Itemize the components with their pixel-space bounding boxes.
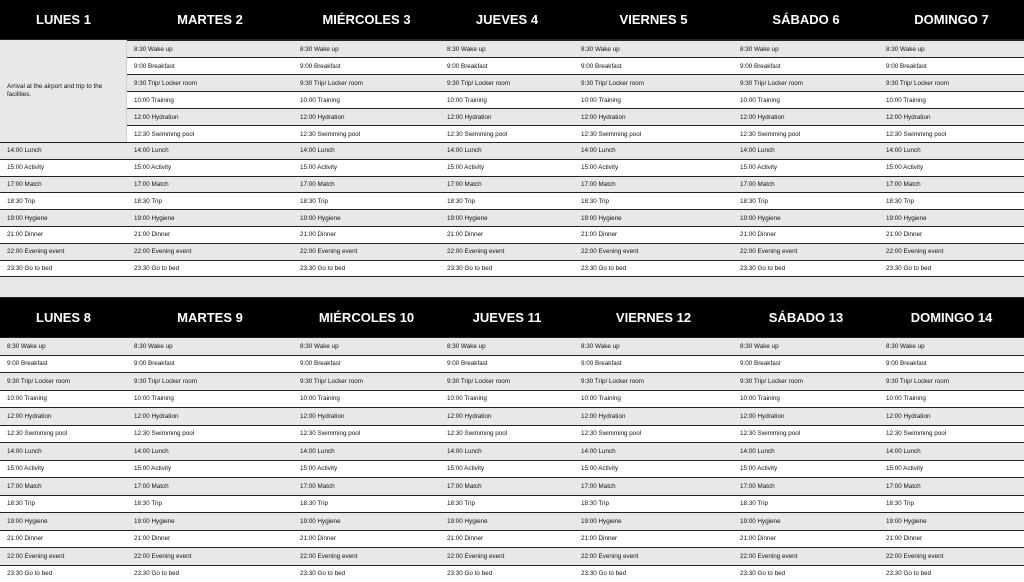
schedule-cell: 14:00 Lunch	[733, 143, 879, 159]
schedule-cell: 10:00 Training	[127, 391, 293, 408]
schedule-cell: 12:30 Swimming pool	[733, 126, 879, 142]
schedule-cell: 21:00 Dinner	[127, 227, 293, 243]
schedule-row	[0, 337, 1024, 355]
schedule-cell: 15:00 Activity	[293, 461, 440, 478]
week-1-morning-block	[0, 39, 1024, 142]
schedule-row	[0, 192, 1024, 209]
schedule-cell: 14:00 Lunch	[127, 443, 293, 460]
schedule-cell: 12:00 Hydration	[440, 109, 574, 125]
schedule-cell: 9:00 Breakfast	[293, 58, 440, 74]
schedule-cell: 19:00 Hygiene	[574, 210, 733, 226]
schedule-cell: 14:00 Lunch	[440, 143, 574, 159]
schedule-row	[0, 176, 1024, 193]
schedule-row	[0, 477, 1024, 495]
schedule-cell: 17:00 Match	[127, 177, 293, 193]
schedule-cell: 23:30 Go to bed	[293, 566, 440, 582]
schedule-cell: 17:00 Match	[733, 177, 879, 193]
schedule-cell: 9:30 Trip/ Locker room	[293, 75, 440, 91]
day-header: MIÉRCOLES 3	[293, 0, 440, 39]
schedule-cell: 10:00 Training	[440, 391, 574, 408]
schedule-cell: 8:30 Wake up	[733, 338, 879, 355]
schedule-cell: 10:00 Training	[293, 391, 440, 408]
schedule-row	[0, 512, 1024, 530]
schedule-cell: 19:00 Hygiene	[293, 210, 440, 226]
schedule-cell: 10:00 Training	[0, 391, 127, 408]
schedule-cell: 23:30 Go to bed	[574, 261, 733, 277]
schedule-cell: 9:30 Trip/ Locker room	[127, 373, 293, 390]
schedule-cell: 12:00 Hydration	[879, 408, 1024, 425]
day-header: VIERNES 5	[574, 0, 733, 39]
schedule-cell: 8:30 Wake up	[440, 41, 574, 57]
schedule-cell: 22:00 Evening event	[127, 244, 293, 260]
day-header: DOMINGO 14	[879, 298, 1024, 337]
schedule-cell: 19:00 Hygiene	[574, 513, 733, 530]
schedule-cell: 22:00 Evening event	[879, 244, 1024, 260]
schedule-cell: 8:30 Wake up	[879, 338, 1024, 355]
schedule-cell: 17:00 Match	[293, 177, 440, 193]
schedule-cell: 12:30 Swimming pool	[574, 126, 733, 142]
schedule-cell: 15:00 Activity	[127, 160, 293, 176]
week-1-afternoon-rows	[0, 142, 1024, 276]
schedule-cell: 17:00 Match	[879, 177, 1024, 193]
schedule-row	[0, 495, 1024, 513]
day-header: JUEVES 4	[440, 0, 574, 39]
schedule-row	[0, 226, 1024, 243]
schedule-cell: 21:00 Dinner	[733, 227, 879, 243]
schedule-cell: 12:00 Hydration	[293, 109, 440, 125]
schedule-cell: 10:00 Training	[574, 391, 733, 408]
schedule-row	[0, 530, 1024, 548]
arrival-note: Arrival at the airport and trip to the facilities.	[0, 40, 127, 142]
schedule-cell: 21:00 Dinner	[0, 531, 127, 548]
schedule-cell: 12:00 Hydration	[733, 408, 879, 425]
schedule-cell: 17:00 Match	[440, 177, 574, 193]
schedule-cell: 23:30 Go to bed	[0, 566, 127, 582]
schedule-cell: 12:00 Hydration	[879, 109, 1024, 125]
schedule-cell: 17:00 Match	[440, 478, 574, 495]
schedule-cell: 9:30 Trip/ Locker room	[574, 75, 733, 91]
schedule-row	[127, 125, 1024, 142]
schedule-cell: 12:30 Swimming pool	[127, 126, 293, 142]
schedule-cell: 12:30 Swimming pool	[0, 426, 127, 443]
week-1-header	[0, 0, 1024, 39]
schedule-cell: 18:30 Trip	[879, 193, 1024, 209]
schedule-cell: 15:00 Activity	[733, 461, 879, 478]
schedule-cell: 22:00 Evening event	[574, 244, 733, 260]
schedule-row	[127, 57, 1024, 74]
schedule-cell: 9:30 Trip/ Locker room	[733, 373, 879, 390]
week-1-morning-rows	[127, 40, 1024, 142]
schedule-row	[0, 390, 1024, 408]
schedule-cell: 10:00 Training	[440, 92, 574, 108]
schedule-row	[0, 142, 1024, 159]
schedule-cell: 18:30 Trip	[127, 193, 293, 209]
schedule-cell: 14:00 Lunch	[440, 443, 574, 460]
day-header: SÁBADO 13	[733, 298, 879, 337]
schedule-cell: 15:00 Activity	[0, 160, 127, 176]
schedule-cell: 8:30 Wake up	[127, 41, 293, 57]
schedule-cell: 9:30 Trip/ Locker room	[574, 373, 733, 390]
schedule-cell: 21:00 Dinner	[733, 531, 879, 548]
schedule-cell: 12:30 Swimming pool	[440, 426, 574, 443]
schedule-cell: 19:00 Hygiene	[733, 513, 879, 530]
schedule-cell: 10:00 Training	[879, 92, 1024, 108]
schedule-cell: 14:00 Lunch	[0, 143, 127, 159]
week-2-table	[0, 298, 1024, 582]
schedule-cell: 9:00 Breakfast	[879, 356, 1024, 373]
schedule-cell: 17:00 Match	[0, 478, 127, 495]
schedule-cell: 23:30 Go to bed	[0, 261, 127, 277]
schedule-row	[127, 40, 1024, 57]
schedule-cell: 18:30 Trip	[293, 496, 440, 513]
schedule-cell: 19:00 Hygiene	[0, 513, 127, 530]
schedule-cell: 9:00 Breakfast	[879, 58, 1024, 74]
schedule-cell: 21:00 Dinner	[293, 227, 440, 243]
schedule-cell: 15:00 Activity	[879, 461, 1024, 478]
schedule-cell: 9:00 Breakfast	[733, 58, 879, 74]
schedule-row	[0, 565, 1024, 582]
week-2-rows	[0, 337, 1024, 582]
schedule-cell: 19:00 Hygiene	[879, 210, 1024, 226]
schedule-cell: 18:30 Trip	[293, 193, 440, 209]
schedule-row	[127, 91, 1024, 108]
schedule-cell: 17:00 Match	[574, 478, 733, 495]
schedule-cell: 12:00 Hydration	[0, 408, 127, 425]
schedule-cell: 12:30 Swimming pool	[293, 126, 440, 142]
week-spacer	[0, 276, 1024, 298]
schedule-row	[0, 425, 1024, 443]
schedule-cell: 18:30 Trip	[574, 193, 733, 209]
schedule-row	[0, 260, 1024, 277]
schedule-cell: 18:30 Trip	[440, 496, 574, 513]
schedule-cell: 12:00 Hydration	[574, 408, 733, 425]
schedule-cell: 23:30 Go to bed	[879, 261, 1024, 277]
schedule-cell: 21:00 Dinner	[440, 531, 574, 548]
schedule-cell: 14:00 Lunch	[293, 443, 440, 460]
schedule-cell: 17:00 Match	[0, 177, 127, 193]
schedule-cell: 22:00 Evening event	[879, 548, 1024, 565]
day-header: LUNES 1	[0, 0, 127, 39]
schedule-row	[0, 159, 1024, 176]
schedule-cell: 12:30 Swimming pool	[440, 126, 574, 142]
schedule-cell: 22:00 Evening event	[0, 244, 127, 260]
day-header: JUEVES 11	[440, 298, 574, 337]
schedule-cell: 9:30 Trip/ Locker room	[879, 75, 1024, 91]
schedule-cell: 10:00 Training	[127, 92, 293, 108]
schedule-cell: 21:00 Dinner	[293, 531, 440, 548]
schedule-cell: 10:00 Training	[733, 92, 879, 108]
schedule-cell: 9:00 Breakfast	[293, 356, 440, 373]
schedule-cell: 21:00 Dinner	[879, 227, 1024, 243]
schedule-cell: 23:30 Go to bed	[440, 261, 574, 277]
schedule-cell: 8:30 Wake up	[127, 338, 293, 355]
schedule-cell: 10:00 Training	[293, 92, 440, 108]
schedule-cell: 19:00 Hygiene	[879, 513, 1024, 530]
schedule-cell: 21:00 Dinner	[574, 227, 733, 243]
schedule-cell: 22:00 Evening event	[440, 548, 574, 565]
schedule-cell: 9:30 Trip/ Locker room	[879, 373, 1024, 390]
day-header: DOMINGO 7	[879, 0, 1024, 39]
schedule-cell: 23:30 Go to bed	[127, 261, 293, 277]
schedule-cell: 8:30 Wake up	[574, 41, 733, 57]
schedule-cell: 12:00 Hydration	[574, 109, 733, 125]
schedule-cell: 19:00 Hygiene	[127, 210, 293, 226]
schedule-cell: 14:00 Lunch	[574, 143, 733, 159]
day-header: LUNES 8	[0, 298, 127, 337]
schedule-cell: 19:00 Hygiene	[293, 513, 440, 530]
schedule-row	[0, 407, 1024, 425]
schedule-cell: 23:30 Go to bed	[733, 566, 879, 582]
schedule-cell: 18:30 Trip	[733, 193, 879, 209]
schedule-cell: 23:30 Go to bed	[574, 566, 733, 582]
schedule-cell: 19:00 Hygiene	[733, 210, 879, 226]
schedule-cell: 15:00 Activity	[733, 160, 879, 176]
schedule-cell: 18:30 Trip	[440, 193, 574, 209]
schedule-cell: 22:00 Evening event	[733, 244, 879, 260]
schedule-cell: 21:00 Dinner	[127, 531, 293, 548]
schedule-cell: 17:00 Match	[127, 478, 293, 495]
schedule-cell: 22:00 Evening event	[0, 548, 127, 565]
day-header: MARTES 9	[127, 298, 293, 337]
schedule-cell: 22:00 Evening event	[574, 548, 733, 565]
schedule-cell: 9:00 Breakfast	[574, 58, 733, 74]
schedule-cell: 9:00 Breakfast	[0, 356, 127, 373]
schedule-cell: 8:30 Wake up	[440, 338, 574, 355]
schedule-cell: 19:00 Hygiene	[127, 513, 293, 530]
schedule-cell: 15:00 Activity	[574, 461, 733, 478]
schedule-cell: 8:30 Wake up	[0, 338, 127, 355]
day-header: MIÉRCOLES 10	[293, 298, 440, 337]
schedule-cell: 15:00 Activity	[127, 461, 293, 478]
schedule-cell: 10:00 Training	[733, 391, 879, 408]
schedule-cell: 10:00 Training	[574, 92, 733, 108]
schedule-cell: 12:00 Hydration	[127, 408, 293, 425]
schedule-cell: 18:30 Trip	[733, 496, 879, 513]
schedule-cell: 18:30 Trip	[127, 496, 293, 513]
schedule-row	[0, 243, 1024, 260]
schedule-cell: 15:00 Activity	[879, 160, 1024, 176]
day-header: MARTES 2	[127, 0, 293, 39]
schedule-cell: 14:00 Lunch	[574, 443, 733, 460]
schedule-cell: 23:30 Go to bed	[127, 566, 293, 582]
schedule-row	[0, 355, 1024, 373]
schedule-cell: 12:30 Swimming pool	[733, 426, 879, 443]
schedule-cell: 8:30 Wake up	[293, 41, 440, 57]
schedule-cell: 22:00 Evening event	[127, 548, 293, 565]
schedule-cell: 22:00 Evening event	[293, 548, 440, 565]
schedule-cell: 12:00 Hydration	[127, 109, 293, 125]
week-2-header	[0, 298, 1024, 337]
schedule-cell: 9:30 Trip/ Locker room	[440, 373, 574, 390]
schedule-cell: 12:00 Hydration	[293, 408, 440, 425]
schedule-cell: 15:00 Activity	[440, 461, 574, 478]
schedule-cell: 17:00 Match	[574, 177, 733, 193]
schedule-row	[0, 442, 1024, 460]
schedule-cell: 21:00 Dinner	[574, 531, 733, 548]
schedule-cell: 17:00 Match	[733, 478, 879, 495]
schedule-cell: 14:00 Lunch	[879, 143, 1024, 159]
schedule-cell: 14:00 Lunch	[733, 443, 879, 460]
schedule-cell: 8:30 Wake up	[879, 41, 1024, 57]
schedule-row	[0, 547, 1024, 565]
day-header: VIERNES 12	[574, 298, 733, 337]
schedule-cell: 18:30 Trip	[0, 496, 127, 513]
schedule-row	[127, 108, 1024, 125]
schedule-cell: 15:00 Activity	[293, 160, 440, 176]
schedule-cell: 12:30 Swimming pool	[127, 426, 293, 443]
schedule-cell: 9:00 Breakfast	[440, 356, 574, 373]
schedule-cell: 18:30 Trip	[574, 496, 733, 513]
schedule-cell: 9:30 Trip/ Locker room	[440, 75, 574, 91]
schedule-cell: 23:30 Go to bed	[293, 261, 440, 277]
schedule-cell: 9:30 Trip/ Locker room	[733, 75, 879, 91]
schedule-cell: 8:30 Wake up	[293, 338, 440, 355]
schedule-cell: 15:00 Activity	[0, 461, 127, 478]
schedule-cell: 9:00 Breakfast	[733, 356, 879, 373]
schedule-cell: 10:00 Training	[879, 391, 1024, 408]
schedule-cell: 23:30 Go to bed	[879, 566, 1024, 582]
schedule-cell: 15:00 Activity	[440, 160, 574, 176]
schedule-cell: 14:00 Lunch	[293, 143, 440, 159]
schedule-cell: 8:30 Wake up	[574, 338, 733, 355]
schedule-cell: 12:30 Swimming pool	[879, 126, 1024, 142]
schedule-cell: 19:00 Hygiene	[440, 513, 574, 530]
schedule-cell: 17:00 Match	[293, 478, 440, 495]
schedule-cell: 23:30 Go to bed	[440, 566, 574, 582]
schedule-row	[0, 372, 1024, 390]
schedule-cell: 18:30 Trip	[879, 496, 1024, 513]
schedule-cell: 9:30 Trip/ Locker room	[293, 373, 440, 390]
schedule-cell: 9:00 Breakfast	[440, 58, 574, 74]
schedule-cell: 9:30 Trip/ Locker room	[127, 75, 293, 91]
schedule-cell: 14:00 Lunch	[0, 443, 127, 460]
schedule-cell: 12:30 Swimming pool	[574, 426, 733, 443]
schedule-cell: 19:00 Hygiene	[440, 210, 574, 226]
schedule-cell: 21:00 Dinner	[440, 227, 574, 243]
day-header: SÁBADO 6	[733, 0, 879, 39]
schedule-cell: 23:30 Go to bed	[733, 261, 879, 277]
schedule-cell: 9:00 Breakfast	[127, 356, 293, 373]
schedule-cell: 19:00 Hygiene	[0, 210, 127, 226]
schedule-cell: 14:00 Lunch	[879, 443, 1024, 460]
schedule-cell: 9:00 Breakfast	[574, 356, 733, 373]
schedule-row	[127, 74, 1024, 91]
schedule-cell: 22:00 Evening event	[733, 548, 879, 565]
schedule-cell: 21:00 Dinner	[0, 227, 127, 243]
schedule-cell: 15:00 Activity	[574, 160, 733, 176]
schedule-cell: 9:00 Breakfast	[127, 58, 293, 74]
schedule-cell: 22:00 Evening event	[293, 244, 440, 260]
schedule-cell: 12:30 Swimming pool	[293, 426, 440, 443]
schedule-cell: 21:00 Dinner	[879, 531, 1024, 548]
schedule-cell: 18:30 Trip	[0, 193, 127, 209]
schedule-cell: 22:00 Evening event	[440, 244, 574, 260]
schedule-cell: 17:00 Match	[879, 478, 1024, 495]
schedule-cell: 14:00 Lunch	[127, 143, 293, 159]
schedule-row	[0, 460, 1024, 478]
schedule-cell: 12:00 Hydration	[733, 109, 879, 125]
schedule-row	[0, 209, 1024, 226]
schedule-cell: 9:30 Trip/ Locker room	[0, 373, 127, 390]
schedule-cell: 12:30 Swimming pool	[879, 426, 1024, 443]
schedule-cell: 8:30 Wake up	[733, 41, 879, 57]
schedule-cell: 12:00 Hydration	[440, 408, 574, 425]
